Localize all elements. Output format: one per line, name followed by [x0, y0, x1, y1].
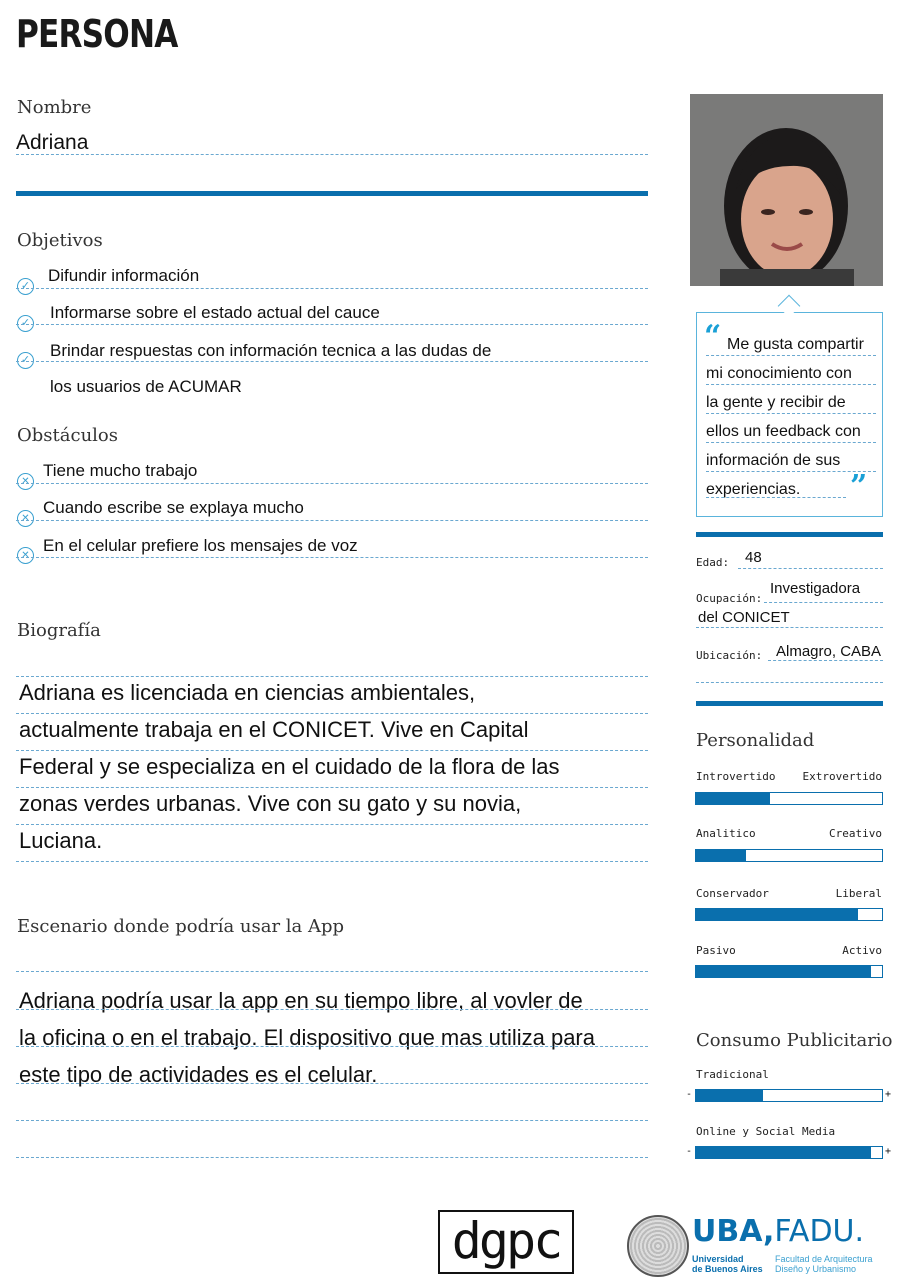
ocupacion-label: Ocupación: — [696, 592, 763, 605]
bio-line-text-3: Federal y se especializa en el cuidado de la flora de las — [19, 754, 560, 779]
bio-line-2 — [16, 750, 648, 751]
esc-line-1 — [16, 1009, 648, 1010]
uba-seal-logo — [627, 1215, 689, 1277]
biografia-label: Biografía — [17, 620, 101, 641]
quote-underline — [706, 413, 876, 414]
bar-fill — [696, 909, 858, 920]
consumo-scale-label: Tradicional — [696, 1068, 769, 1081]
edad-underline — [738, 568, 883, 569]
bio-line-1 — [16, 713, 648, 714]
escenario-label: Escenario donde podría usar la App — [17, 916, 345, 937]
open-quote-icon: “ — [704, 319, 722, 354]
consumo-bar — [695, 1089, 883, 1102]
esc-line-0 — [16, 971, 648, 972]
bio-line-text-5: Luciana. — [19, 828, 103, 853]
nombre-label: Nombre — [17, 97, 92, 118]
personality-bar — [695, 965, 883, 978]
ocupacion-value-2: del CONICET — [698, 609, 790, 626]
scale-right-label: Activo — [842, 944, 882, 957]
personality-bar — [695, 849, 883, 862]
scale-left-label: Analitico — [696, 827, 756, 840]
esc-line-5 — [16, 1157, 648, 1158]
obstaculo-item-3: En el celular prefiere los mensajes de voz — [43, 536, 358, 555]
scale-left-label: Pasivo — [696, 944, 736, 957]
objetivo-line-2 — [16, 324, 648, 325]
cross-icon: ✕ — [17, 510, 34, 527]
consumo-scale-label: Online y Social Media — [696, 1125, 836, 1138]
quote-line-3: la gente y recibir de — [706, 394, 846, 411]
check-icon: ✓ — [17, 315, 34, 332]
bio-line-0 — [16, 676, 648, 677]
objetivo-line-1 — [16, 288, 648, 289]
quote-underline — [706, 355, 876, 356]
uba-fadu-logo: UBA,FADU. — [692, 1214, 865, 1249]
cross-icon: ✕ — [17, 547, 34, 564]
bio-line-5 — [16, 861, 648, 862]
esc-line-text-1: Adriana podría usar la app en su tiempo libre, al vovler de — [19, 988, 583, 1013]
objetivo-item-3: Brindar respuestas con información tecnica a las dudas de — [50, 341, 492, 360]
plus-label: + — [885, 1089, 892, 1100]
bar-fill — [696, 850, 746, 861]
persona-photo — [690, 94, 883, 286]
esc-line-text-2: la oficina o en el trabajo. El dispositivo que mas utiliza para — [19, 1025, 595, 1050]
ocupacion-underline-1 — [764, 602, 883, 603]
page-title: PERSONA — [16, 12, 178, 56]
esc-line-2 — [16, 1046, 648, 1047]
close-quote-icon: ” — [850, 469, 868, 504]
quote-underline — [706, 497, 846, 498]
quote-underline — [706, 442, 876, 443]
datos-underline — [696, 682, 883, 683]
esc-line-4 — [16, 1120, 648, 1121]
check-icon: ✓ — [17, 352, 34, 369]
quote-line-5: información de sus — [706, 452, 841, 469]
fadu-sub-2: Diseño y Urbanismo — [775, 1264, 857, 1274]
personalidad-divider — [696, 701, 883, 706]
uba-logo-text: UBA — [692, 1214, 764, 1249]
bio-line-3 — [16, 787, 648, 788]
obstaculo-item-2: Cuando escribe se explaya mucho — [43, 498, 304, 517]
bio-line-text-2: actualmente trabaja en el CONICET. Vive en Capital — [19, 717, 529, 742]
edad-value: 48 — [745, 549, 762, 566]
objetivos-label: Objetivos — [17, 230, 103, 251]
obstaculo-item-1: Tiene mucho trabajo — [43, 461, 198, 480]
bar-fill — [696, 966, 871, 977]
scale-left-label: Conservador — [696, 887, 769, 900]
objetivo-item-2: Informarse sobre el estado actual del cauce — [50, 303, 380, 322]
quote-line-4: ellos un feedback con — [706, 423, 861, 440]
obstaculo-line-2 — [16, 520, 648, 521]
scale-right-label: Extrovertido — [802, 770, 882, 783]
ocupacion-underline-2 — [696, 627, 883, 628]
consumo-label: Consumo Publicitario — [696, 1030, 893, 1051]
dgpc-logo: dgpc — [438, 1210, 574, 1274]
objetivo-line-3 — [16, 361, 648, 362]
bar-fill — [696, 1090, 763, 1101]
datos-divider — [696, 532, 883, 537]
ubicacion-underline — [768, 660, 883, 661]
uba-sub-1: Universidad — [692, 1254, 744, 1264]
bar-fill — [696, 793, 770, 804]
nombre-value: Adriana — [16, 131, 89, 154]
nombre-divider — [16, 191, 648, 196]
edad-label: Edad: — [696, 556, 730, 569]
esc-line-text-3: este tipo de actividades es el celular. — [19, 1062, 378, 1087]
personality-bar — [695, 792, 883, 805]
quote-line-2: mi conocimiento con — [706, 365, 852, 382]
uba-sub-2: de Buenos Aires — [692, 1264, 763, 1274]
obstaculo-line-3 — [16, 557, 648, 558]
objetivo-item-4: los usuarios de ACUMAR — [50, 377, 242, 396]
plus-label: + — [885, 1146, 892, 1157]
fadu-sub-1: Facultad de Arquitectura — [775, 1254, 873, 1264]
quote-underline — [706, 384, 876, 385]
obstaculo-line-1 — [16, 483, 648, 484]
bio-line-text-4: zonas verdes urbanas. Vive con su gato y su novia, — [19, 791, 522, 816]
personalidad-label: Personalidad — [696, 730, 815, 751]
minus-label: - — [686, 1089, 693, 1100]
fadu-logo-text: FADU. — [774, 1214, 865, 1249]
nombre-underline — [16, 154, 648, 155]
scale-right-label: Liberal — [835, 887, 882, 900]
esc-line-3 — [16, 1083, 648, 1084]
ubicacion-value: Almagro, CABA — [776, 643, 882, 660]
bio-line-text-1: Adriana es licenciada en ciencias ambientales, — [19, 680, 476, 705]
objetivo-item-1: Difundir información — [48, 266, 200, 285]
quote-line-1: Me gusta compartir — [727, 336, 864, 353]
ocupacion-value-1: Investigadora — [770, 580, 861, 597]
obstaculos-label: Obstáculos — [17, 425, 118, 446]
check-icon: ✓ — [17, 278, 34, 295]
scale-left-label: Introvertido — [696, 770, 776, 783]
scale-right-label: Creativo — [829, 827, 882, 840]
ubicacion-label: Ubicación: — [696, 649, 763, 662]
personality-bar — [695, 908, 883, 921]
bar-fill — [696, 1147, 871, 1158]
quote-line-6: experiencias. — [706, 481, 801, 498]
consumo-bar — [695, 1146, 883, 1159]
cross-icon: ✕ — [17, 473, 34, 490]
bio-line-4 — [16, 824, 648, 825]
minus-label: - — [686, 1146, 693, 1157]
